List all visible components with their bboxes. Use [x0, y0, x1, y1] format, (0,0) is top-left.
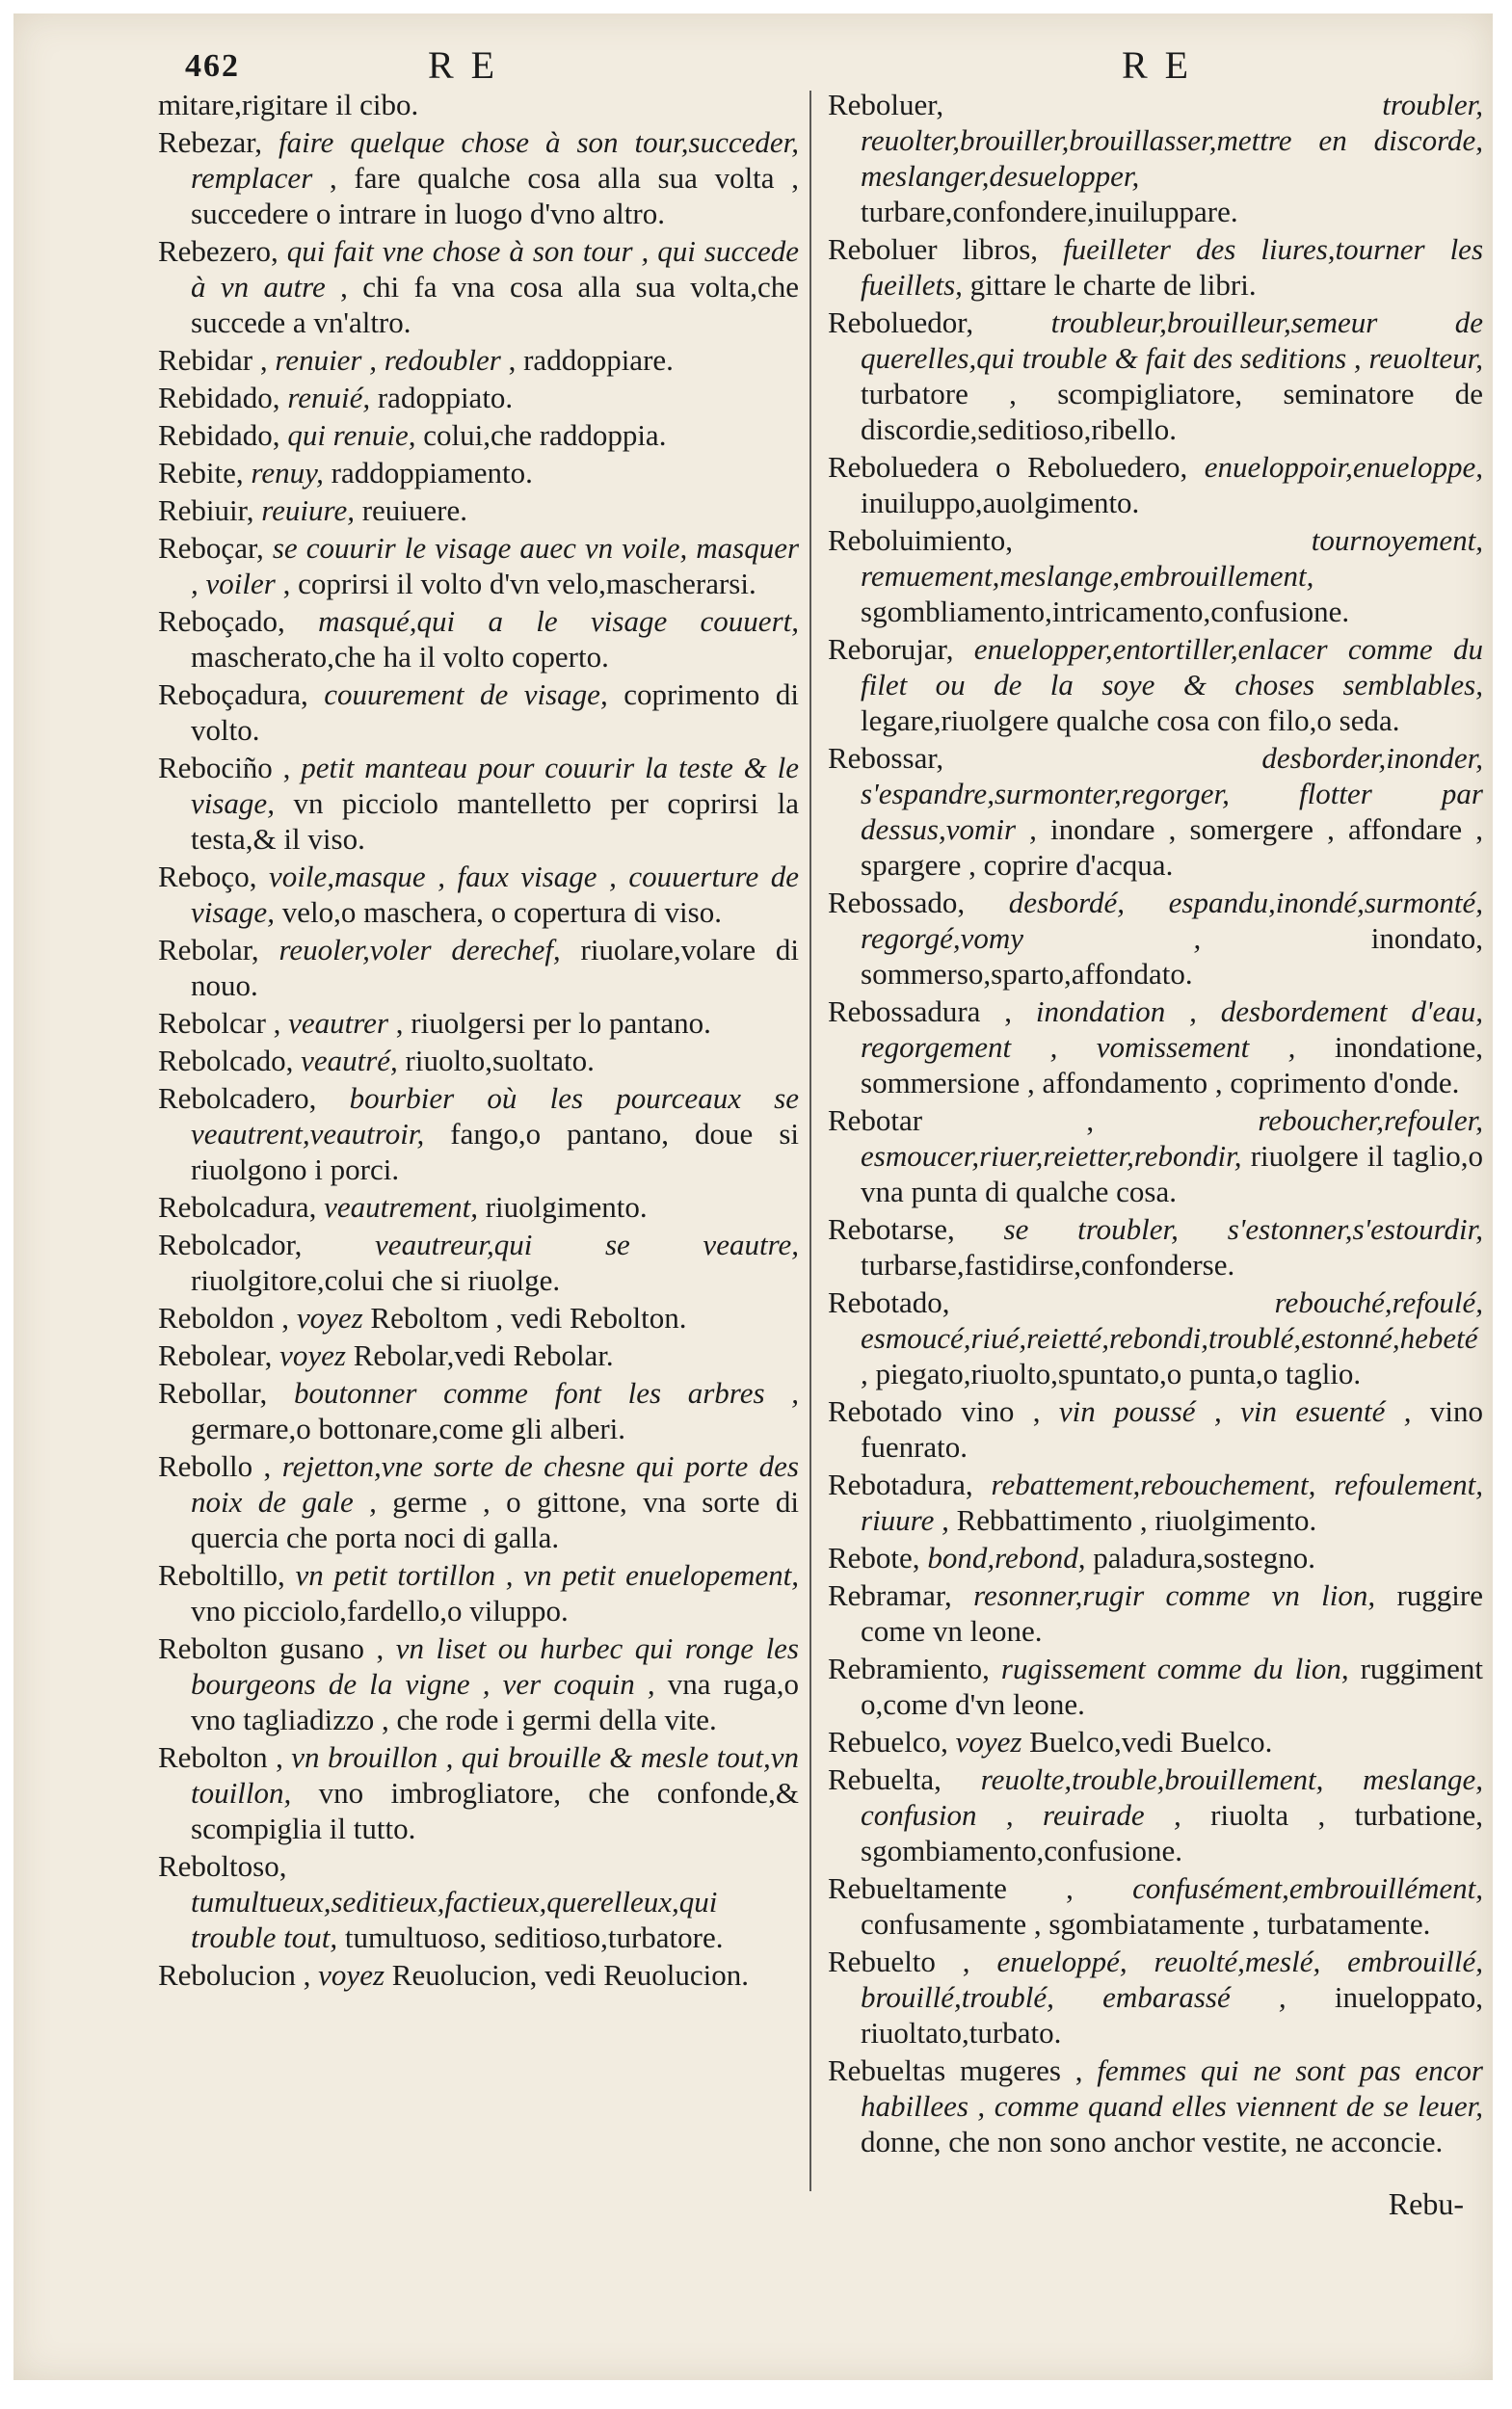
- french-gloss: troubleur,brouilleur,semeur de querelles,qui trouble & fait des seditions , reuolteur,: [861, 305, 1483, 375]
- dictionary-entry: [158, 342, 799, 378]
- french-gloss: renuy,: [251, 456, 324, 490]
- dictionary-entry: [828, 1761, 1483, 1868]
- italian-gloss: riuolgimento.: [485, 1190, 648, 1224]
- dictionary-entry: [828, 740, 1483, 883]
- headword: Rebossadura ,: [828, 994, 1013, 1028]
- french-gloss: voyez: [318, 1958, 385, 1992]
- french-gloss: bond,rebond,: [927, 1541, 1086, 1575]
- headword: Rebueltamente ,: [828, 1871, 1074, 1905]
- right-column: [828, 87, 1483, 2161]
- italian-gloss: coprimento di volto.: [191, 677, 799, 747]
- italian-gloss: , riuolgersi per lo pantano.: [395, 1006, 711, 1040]
- headword: Reboço,: [158, 860, 257, 893]
- headword: Rebuelco,: [828, 1725, 948, 1759]
- italian-gloss: Reboltom , vedi Rebolton.: [370, 1301, 687, 1335]
- dictionary-entry: [828, 522, 1483, 629]
- dictionary-entry: [828, 631, 1483, 738]
- headword: Rebolar,: [158, 933, 259, 966]
- italian-gloss: inueloppato, riuoltato,turbato.: [861, 1980, 1484, 2050]
- dictionary-page: [13, 13, 1493, 2380]
- italian-gloss: inondare , somergere , affondare , spargere , coprire d'acqua.: [861, 812, 1484, 882]
- dictionary-entry: [158, 380, 799, 415]
- italian-gloss: gittare le charte de libri.: [969, 268, 1257, 302]
- dictionary-entry: [158, 932, 799, 1003]
- dictionary-entry: [828, 993, 1483, 1100]
- french-gloss: enuelopper,entortiller,enlacer comme du filet ou de la soye & choses semblables,: [861, 632, 1483, 702]
- dictionary-entry: [828, 87, 1483, 229]
- italian-gloss: vn picciolo mantelletto per coprirsi la testa,& il viso.: [191, 786, 799, 856]
- french-gloss: reuiure,: [261, 493, 355, 527]
- italian-gloss: , raddoppiare.: [508, 343, 674, 377]
- headword: Rebolcar ,: [158, 1006, 281, 1040]
- headword: Rebite,: [158, 456, 244, 490]
- italian-gloss: reuiuere.: [361, 493, 468, 527]
- italian-gloss: mascherato,che ha il volto coperto.: [191, 640, 609, 674]
- french-gloss: veautrement,: [324, 1190, 478, 1224]
- headword: Rebueltas mugeres ,: [828, 2053, 1083, 2087]
- dictionary-entry: [828, 1102, 1483, 1209]
- french-gloss: vn petit tortillon , vn petit enuelopement,: [295, 1558, 799, 1592]
- italian-gloss: fango,o pantano, doue si riuolgono i porci.: [191, 1117, 800, 1186]
- dictionary-entry: [158, 1630, 799, 1737]
- french-gloss: qui fait vne chose à son tour , qui succede à vn autre: [191, 234, 799, 304]
- french-gloss: veautré,: [301, 1044, 398, 1077]
- dictionary-entry: [158, 1005, 799, 1041]
- dictionary-entry: [158, 750, 799, 857]
- dictionary-entry: [828, 885, 1483, 992]
- french-gloss: petit manteau pour couurir la teste & le visage,: [191, 751, 800, 820]
- headword: Reboluedor,: [828, 305, 974, 339]
- headword: Reboldon ,: [158, 1301, 290, 1335]
- french-gloss: faire quelque chose à son tour,succeder, remplacer: [191, 125, 799, 195]
- italian-gloss: vna ruga,o vno tagliadizzo , che rode i germi della vite.: [191, 1667, 800, 1736]
- headword: Rebossar,: [828, 741, 944, 775]
- french-gloss: veautrer: [288, 1006, 389, 1040]
- french-gloss: reboucher,refouler, esmoucer,riuer,reietter,rebondir,: [861, 1103, 1483, 1173]
- italian-gloss: radoppiato.: [377, 381, 514, 414]
- italian-gloss: , chi fa vna cosa alla sua volta,che succede a vn'altro.: [191, 270, 799, 339]
- headword: Rebramiento,: [828, 1652, 990, 1685]
- italian-gloss: riuolare,volare di nouo.: [191, 933, 800, 1002]
- italian-gloss: , coprirsi il volto d'vn velo,mascherarsi.: [282, 567, 756, 600]
- catchword: Rebu-: [1388, 2186, 1464, 2221]
- french-gloss: troubler, reuolter,brouiller,brouillasser,mettre en discorde, meslanger,desuelopper,: [861, 88, 1483, 193]
- italian-gloss: turbatore , scompigliatore, seminatore de discordie,seditioso,ribello.: [861, 377, 1483, 446]
- italian-gloss: legare,riuolgere qualche cosa con filo,o seda.: [861, 703, 1400, 737]
- italian-gloss: mitare,rigitare il cibo.: [158, 88, 419, 121]
- french-gloss: tumultueux,seditieux,factieux,querelleux,qui trouble tout,: [191, 1885, 718, 1954]
- italian-gloss: inuiluppo,auolgimento.: [861, 486, 1140, 519]
- french-gloss: veautreur,qui se veautre,: [375, 1228, 799, 1261]
- running-head-right: RE: [1122, 43, 1207, 87]
- dictionary-entry: [158, 603, 799, 675]
- headword: Rebolcadura,: [158, 1190, 317, 1224]
- dictionary-entry: [158, 1337, 799, 1373]
- headword: Rebolear,: [158, 1338, 273, 1372]
- headword: Rebuelta,: [828, 1762, 942, 1796]
- italian-gloss: Rebbattimento , riuolgimento.: [956, 1503, 1317, 1537]
- running-head-left: RE: [428, 43, 513, 87]
- french-gloss: inondation , desbordement d'eau, regorgement , vomissement ,: [861, 994, 1484, 1064]
- dictionary-entry: [158, 417, 799, 453]
- italian-gloss: inondato, sommerso,sparto,affondato.: [861, 921, 1483, 991]
- headword: Rebuelto ,: [828, 1945, 970, 1978]
- headword: Rebotadura,: [828, 1468, 973, 1501]
- headword: Rebotado,: [828, 1285, 950, 1319]
- italian-gloss: riuolta , turbatione, sgombiamento,confusione.: [861, 1798, 1483, 1867]
- french-gloss: masqué,qui a le visage couuert,: [318, 604, 799, 638]
- dictionary-entry: [158, 1739, 799, 1846]
- dictionary-entry: [158, 492, 799, 528]
- italian-gloss: tumultuoso, seditioso,turbatore.: [344, 1920, 724, 1954]
- italian-gloss: germare,o bottonare,come gli alberi.: [191, 1412, 626, 1445]
- dictionary-entry: [158, 1848, 799, 1955]
- dictionary-entry: [828, 1577, 1483, 1649]
- italian-gloss: Reuolucion, vedi Reuolucion.: [391, 1958, 749, 1992]
- french-gloss: bourbier où les pourceaux se veautrent,veautroir,: [191, 1081, 800, 1151]
- headword: Reboçadura,: [158, 677, 308, 711]
- headword: Rebolton ,: [158, 1740, 283, 1774]
- french-gloss: resonner,rugir comme vn lion,: [973, 1578, 1376, 1612]
- headword: Rebolton gusano ,: [158, 1631, 385, 1665]
- italian-gloss: ruggire come vn leone.: [861, 1578, 1484, 1648]
- french-gloss: enueloppé, reuolté,meslé, embrouillé, brouillé,troublé, embarassé ,: [861, 1945, 1484, 2014]
- dictionary-entry: [158, 1043, 799, 1078]
- headword: Reboltillo,: [158, 1558, 285, 1592]
- french-gloss: rejetton,vne sorte de chesne qui porte des noix de gale ,: [191, 1449, 799, 1519]
- italian-gloss: velo,o maschera, o copertura di viso.: [281, 895, 722, 929]
- headword: Rebolcado,: [158, 1044, 294, 1077]
- french-gloss: desborder,inonder, s'espandre,surmonter,regorger, flotter par dessus,vomir ,: [861, 741, 1483, 846]
- french-gloss: vn liset ou hurbec qui ronge les bourgeons de la vigne , ver coquin ,: [191, 1631, 800, 1701]
- headword: Rebidado,: [158, 381, 280, 414]
- french-gloss: voyez: [279, 1338, 346, 1372]
- headword: Rebossado,: [828, 886, 966, 919]
- dictionary-entry: [828, 1467, 1483, 1538]
- dictionary-entry: [828, 1724, 1483, 1760]
- french-gloss: fueilleter des liures,tourner les fueillets,: [861, 232, 1484, 302]
- headword: Rebotarse,: [828, 1212, 955, 1246]
- italian-gloss: paladura,sostegno.: [1093, 1541, 1315, 1575]
- italian-gloss: turbare,confondere,inuiluppare.: [861, 195, 1238, 228]
- french-gloss: reuoler,voler derechef,: [279, 933, 561, 966]
- dictionary-entry: [828, 304, 1483, 447]
- dictionary-entry: [158, 1448, 799, 1555]
- french-gloss: tournoyement, remuement,meslange,embrouillement,: [861, 523, 1483, 593]
- dictionary-entry: [158, 1957, 799, 1993]
- french-gloss: rugissement comme du lion,: [1000, 1652, 1349, 1685]
- dictionary-entry: [828, 2052, 1483, 2159]
- page-number: 462: [185, 48, 240, 84]
- dictionary-entry: [158, 233, 799, 340]
- italian-gloss: turbarse,fastidirse,confonderse.: [861, 1248, 1235, 1282]
- headword: Rebollo ,: [158, 1449, 272, 1483]
- dictionary-entry: [828, 449, 1483, 520]
- dictionary-entry: [158, 1189, 799, 1225]
- headword: Rebezar,: [158, 125, 263, 159]
- italian-gloss: piegato,riuolto,spuntato,o punta,o taglio.: [875, 1357, 1362, 1390]
- headword: Reboluer libros,: [828, 232, 1039, 266]
- french-gloss: renuié,: [287, 381, 371, 414]
- dictionary-entry: [828, 1944, 1483, 2051]
- french-gloss: boutonner comme font les arbres ,: [293, 1376, 799, 1410]
- headword: Reboltoso,: [158, 1849, 287, 1883]
- french-gloss: rebattement,rebouchement, refoulement, riuure ,: [861, 1468, 1483, 1537]
- french-gloss: se couurir le visage auec vn voile, masquer , voiler: [191, 531, 800, 600]
- dictionary-entry: [158, 1300, 799, 1336]
- dictionary-entry: [158, 676, 799, 748]
- french-gloss: voyez: [955, 1725, 1022, 1759]
- dictionary-entry: [158, 1080, 799, 1187]
- french-gloss: vin poussé , vin esuenté ,: [1058, 1394, 1412, 1428]
- headword: Rebolcadero,: [158, 1081, 317, 1115]
- dictionary-entry: [828, 1211, 1483, 1283]
- italian-gloss: , fare qualche cosa alla sua volta , succedere o intrare in luogo d'vno altro.: [191, 161, 799, 230]
- dictionary-entry: [828, 1540, 1483, 1575]
- italian-gloss: donne, che non sono anchor vestite, ne acconcie.: [861, 2125, 1444, 2158]
- french-gloss: voyez: [296, 1301, 363, 1335]
- french-gloss: voile,masque , faux visage , couuerture de visage,: [191, 860, 800, 929]
- headword: Reboluedera o Reboluedero,: [828, 450, 1188, 484]
- dictionary-entry: [158, 124, 799, 231]
- headword: Rebociño ,: [158, 751, 291, 784]
- headword: Rebramar,: [828, 1578, 952, 1612]
- italian-gloss: riuolgere il taglio,o vna punta di qualche cosa.: [861, 1139, 1484, 1208]
- headword: Rebolucion ,: [158, 1958, 311, 1992]
- column-divider: [809, 91, 811, 2191]
- french-gloss: se troubler, s'estonner,s'estourdir,: [1003, 1212, 1483, 1246]
- italian-gloss: germe , o gittone, vna sorte di quercia che porta noci di galla.: [191, 1485, 799, 1554]
- headword: Rebezero,: [158, 234, 279, 268]
- french-gloss: confusément,embrouillément,: [1132, 1871, 1483, 1905]
- dictionary-entry: [158, 1375, 799, 1446]
- french-gloss: femmes qui ne sont pas encor habillees , comme quand elles viennent de se leuer,: [861, 2053, 1484, 2123]
- italian-gloss: riuolgitore,colui che si riuolge.: [191, 1263, 561, 1297]
- dictionary-entry: [158, 1557, 799, 1628]
- italian-gloss: vino fuenrato.: [861, 1394, 1484, 1464]
- headword: Rebollar,: [158, 1376, 268, 1410]
- headword: Rebidado,: [158, 418, 280, 452]
- dictionary-entry: [828, 1651, 1483, 1722]
- french-gloss: enueloppoir,enueloppe,: [1204, 450, 1483, 484]
- italian-gloss: sgombliamento,intricamento,confusione.: [861, 595, 1350, 628]
- headword: Reboçar,: [158, 531, 264, 565]
- headword: Rebidar ,: [158, 343, 268, 377]
- french-gloss: reuolte,trouble,brouillement, meslange, confusion , reuirade ,: [861, 1762, 1483, 1832]
- italian-gloss: ruggiment o,come d'vn leone.: [861, 1652, 1484, 1721]
- dictionary-entry: [828, 231, 1483, 303]
- italian-gloss: Buelco,vedi Buelco.: [1029, 1725, 1273, 1759]
- headword: Rebotar ,: [828, 1103, 1095, 1137]
- headword: Rebote,: [828, 1541, 920, 1575]
- french-gloss: desbordé, espandu,inondé,surmonté, regorgé,vomy ,: [861, 886, 1483, 955]
- italian-gloss: raddoppiamento.: [331, 456, 533, 490]
- french-gloss: renuier , redoubler: [275, 343, 501, 377]
- italian-gloss: riuolto,suoltato.: [405, 1044, 595, 1077]
- headword: Rebolcador,: [158, 1228, 303, 1261]
- dictionary-entry: [158, 455, 799, 490]
- dictionary-entry: [828, 1393, 1483, 1465]
- headword: Reborujar,: [828, 632, 954, 666]
- french-gloss: qui renuie,: [287, 418, 416, 452]
- french-gloss: rebouché,refoulé, esmoucé,riué,reietté,rebondi,troublé,estonné,hebeté ,: [861, 1285, 1483, 1390]
- dictionary-entry: [158, 859, 799, 930]
- headword: Reboçado,: [158, 604, 285, 638]
- dictionary-entry: [158, 1227, 799, 1298]
- italian-gloss: inondatione, sommersione , affondamento , coprimento d'onde.: [861, 1030, 1483, 1099]
- dictionary-entry: [158, 530, 799, 601]
- italian-gloss: vno picciolo,fardello,o viluppo.: [191, 1594, 569, 1628]
- left-column: [158, 87, 799, 1995]
- italian-gloss: colui,che raddoppia.: [423, 418, 667, 452]
- italian-gloss: Rebolar,vedi Rebolar.: [353, 1338, 614, 1372]
- dictionary-entry: [828, 1284, 1483, 1391]
- headword: Rebotado vino ,: [828, 1394, 1041, 1428]
- headword: Reboluimiento,: [828, 523, 1014, 557]
- italian-gloss: confusamente , sgombiatamente , turbatamente.: [861, 1907, 1431, 1941]
- dictionary-entry: [828, 1870, 1483, 1942]
- headword: Reboluer,: [828, 88, 944, 121]
- dictionary-entry: [158, 87, 799, 122]
- headword: Rebiuir,: [158, 493, 254, 527]
- french-gloss: vn brouillon , qui brouille & mesle tout,vn touillon,: [191, 1740, 799, 1810]
- italian-gloss: vno imbrogliatore, che confonde,& scompiglia il tutto.: [191, 1776, 800, 1845]
- french-gloss: couurement de visage,: [324, 677, 608, 711]
